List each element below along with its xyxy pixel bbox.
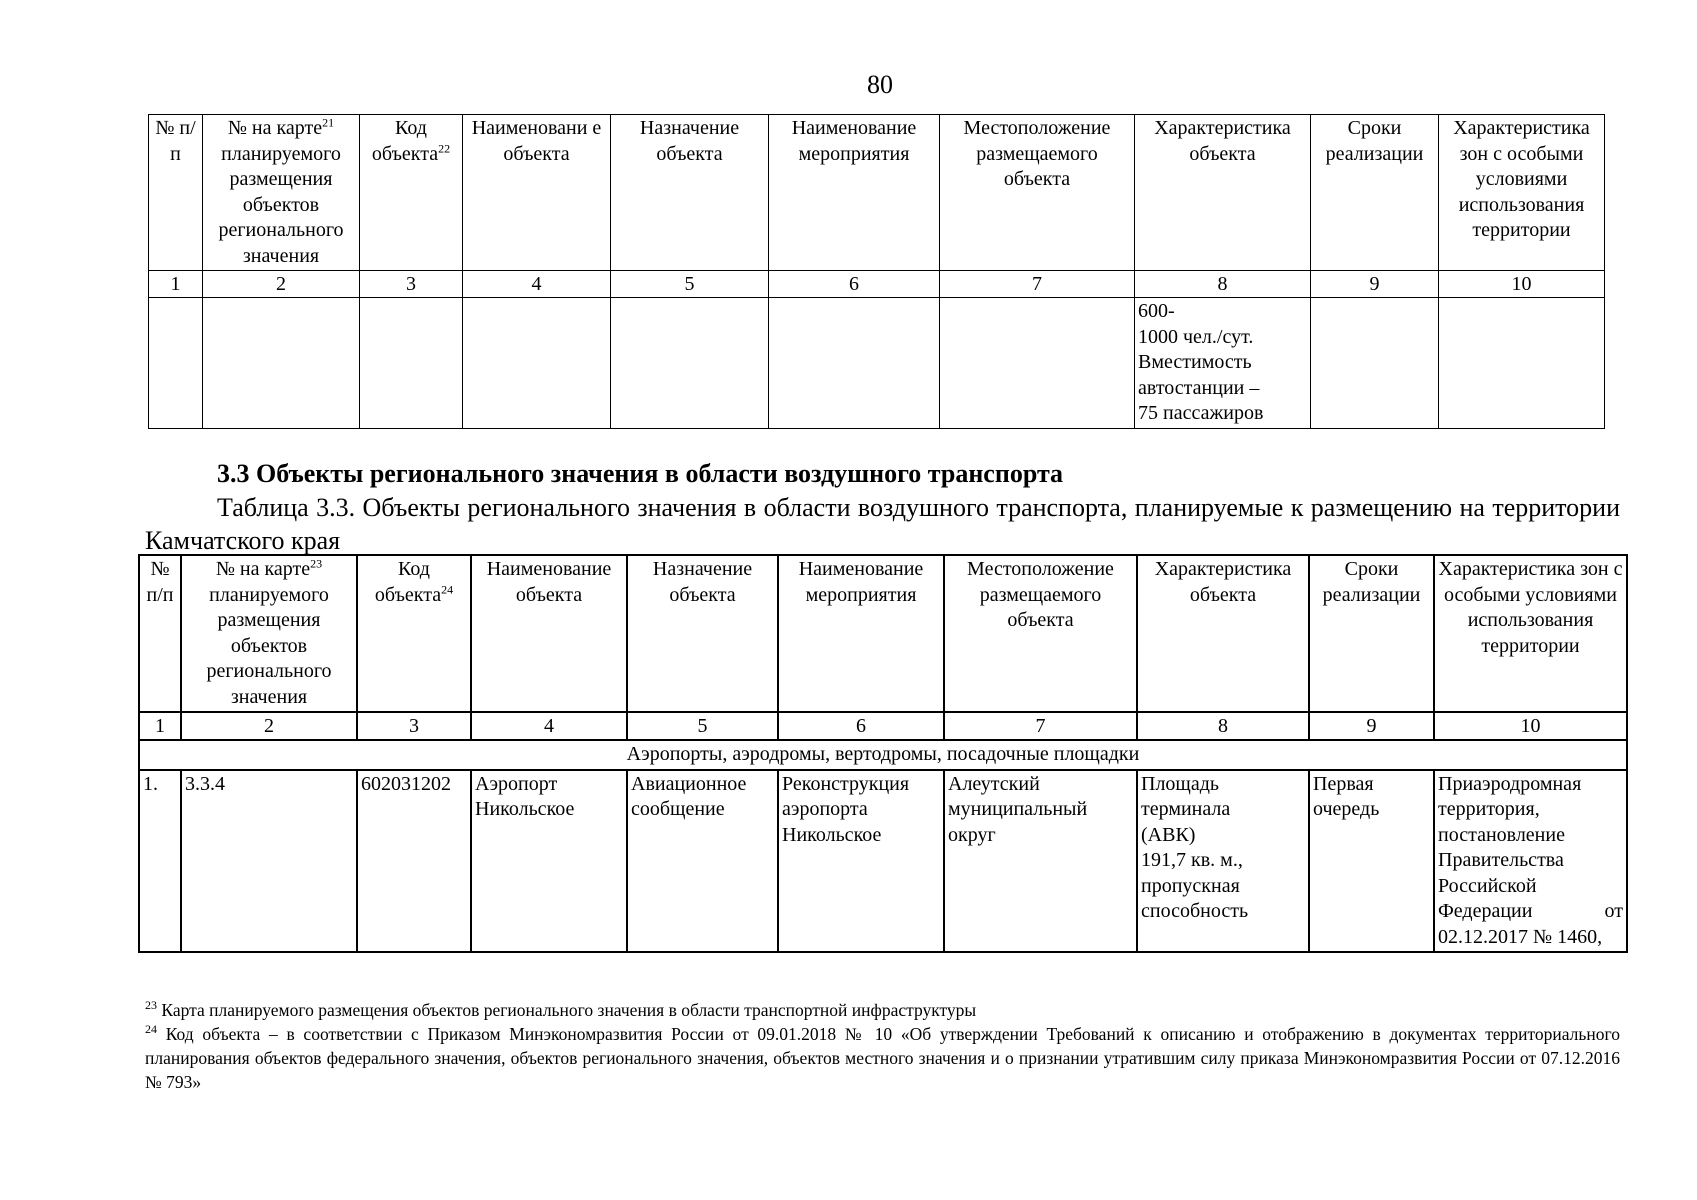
object-code: 602031202 [357,770,471,953]
footnote-ref: 22 [438,140,451,155]
table-cell [360,298,463,429]
cell-line: Площадь [1141,772,1219,795]
column-number: 7 [944,712,1137,740]
characteristic-cell [1135,298,1311,429]
row-number: 1. [139,770,181,953]
table-continuation [148,114,1605,429]
header-cell: Наименование мероприятия [778,555,944,712]
cell-line: 75 пассажиров [1138,402,1264,424]
header-cell: Наименовани е объекта [463,115,611,271]
footnote-24 [145,1022,1620,1094]
object-name: Аэропорт Никольское [471,770,627,953]
section-heading: 3.3 Объекты регионального значения в области воздушного транспорта [217,459,1064,488]
column-number: 6 [778,712,944,740]
header-cell [357,555,471,712]
column-number: 3 [360,271,463,298]
header-text: № на карте [227,117,323,139]
cell-line: 191,7 кв. м., [1141,849,1243,871]
footnote-mark: 24 [145,1022,157,1037]
column-number: 5 [611,271,769,298]
group-label: Аэропорты, аэродромы, вертодромы, посадочные площадки [139,740,1627,770]
cell-line: терминала [1141,798,1231,820]
page-number: 80 [867,70,893,99]
column-number: 8 [1137,712,1309,740]
header-cell: Назначение объекта [611,115,769,271]
footnote-ref: 24 [441,581,454,596]
group-row [139,740,1627,770]
footnote-text: Карта планируемого размещения объектов регионального значения в области транспортной инфраструктуры [161,1000,977,1020]
column-number: 4 [471,712,627,740]
cell-line: 600- [1138,300,1175,322]
map-number: 3.3.4 [181,770,357,953]
cell-line: (АВК) [1141,823,1196,846]
header-cell: Наименование объекта [471,555,627,712]
table-cell [769,298,940,429]
column-number-row [149,271,1605,298]
footnote-text: Код объекта – в соответствии с Приказом Минэкономразвития России от 09.01.2018 № 10 «Об утверждении Требований к описанию и отображению в документах территориального планирования объектов федерального значения, объектов регионального значения, объектов местного значения и о признании утратившим силу приказа Минэкономразвития России от 07.12.2016 № 793» [145,1024,1621,1092]
header-text: планируемого размещения объектов регионального значения [206,583,332,708]
implementation-period: Первая очередь [1309,770,1434,953]
table-row [149,298,1605,429]
activity-name: Реконструкция аэропорта Никольское [778,770,944,953]
header-text: Код объекта [374,558,442,606]
column-number: 6 [769,271,940,298]
footnote-23 [145,998,1620,1022]
zone-characteristic [1434,770,1627,953]
column-number: 1 [139,712,181,740]
cell-line: способность [1141,900,1249,922]
header-cell: № п/п [139,555,181,712]
table-header-row [149,115,1605,271]
column-number: 3 [357,712,471,740]
cell-line: Приаэродромная [1438,772,1582,795]
table-caption: Таблица 3.3. Объекты регионального значения в области воздушного транспорта, планируемые к размещению на территории Камчатского края [145,493,1620,555]
header-cell: № п/п [149,115,203,271]
header-cell: Характеристика объекта [1137,555,1309,712]
cell-line: автостанции – [1138,376,1260,399]
cell-line: Вместимость [1138,351,1252,373]
header-text: планируемого размещения объектов регионального значения [218,142,344,267]
cell-line: 02.12.2017 № 1460, [1438,925,1603,948]
header-cell: Местоположение размещаемого объекта [940,115,1135,271]
column-number: 2 [181,712,357,740]
column-number: 10 [1439,271,1605,298]
column-number: 9 [1309,712,1434,740]
header-cell: Наименование мероприятия [769,115,940,271]
header-cell [181,555,357,712]
air-transport-table [138,554,1628,953]
header-text: № на карте [215,558,311,580]
column-number: 2 [203,271,360,298]
footnote-mark: 23 [145,998,157,1013]
table-cell [149,298,203,429]
header-cell [360,115,463,271]
header-cell [203,115,360,271]
cell-line: 1000 чел./сут. [1138,325,1254,348]
table-cell [1439,298,1605,429]
column-number: 7 [940,271,1135,298]
header-cell: Местоположение размещаемого объекта [944,555,1137,712]
table-cell [1311,298,1439,429]
header-cell: Назначение объекта [627,555,778,712]
header-cell: Сроки реализации [1311,115,1439,271]
table-cell [203,298,360,429]
footnote-ref: 23 [310,556,323,571]
column-number: 5 [627,712,778,740]
footnotes [145,998,1620,1094]
header-text: Код объекта [371,117,439,165]
header-cell: Характеристика зон с особыми условиями использования территории [1439,115,1605,271]
footnote-ref: 21 [322,115,335,130]
cell-line: Российской [1438,874,1537,897]
column-number-row [139,712,1627,740]
cell-line: территория, [1438,798,1540,820]
cell-line: Федерации от [1438,900,1623,922]
column-number: 4 [463,271,611,298]
header-cell: Сроки реализации [1309,555,1434,712]
column-number: 10 [1434,712,1627,740]
object-location: Алеутский муниципальный округ [944,770,1137,953]
table-cell [611,298,769,429]
table-cell [463,298,611,429]
cell-line: Правительства [1438,849,1564,871]
table-cell [940,298,1135,429]
cell-line: постановление [1438,823,1565,846]
header-cell: Характеристика зон с особыми условиями использования территории [1434,555,1627,712]
column-number: 8 [1135,271,1311,298]
cell-line: пропускная [1141,874,1240,897]
object-characteristic [1137,770,1309,953]
table-row [139,770,1627,953]
object-purpose: Авиационное сообщение [627,770,778,953]
header-cell: Характеристика объекта [1135,115,1311,271]
table-header-row [139,555,1627,712]
column-number: 9 [1311,271,1439,298]
column-number: 1 [149,271,203,298]
